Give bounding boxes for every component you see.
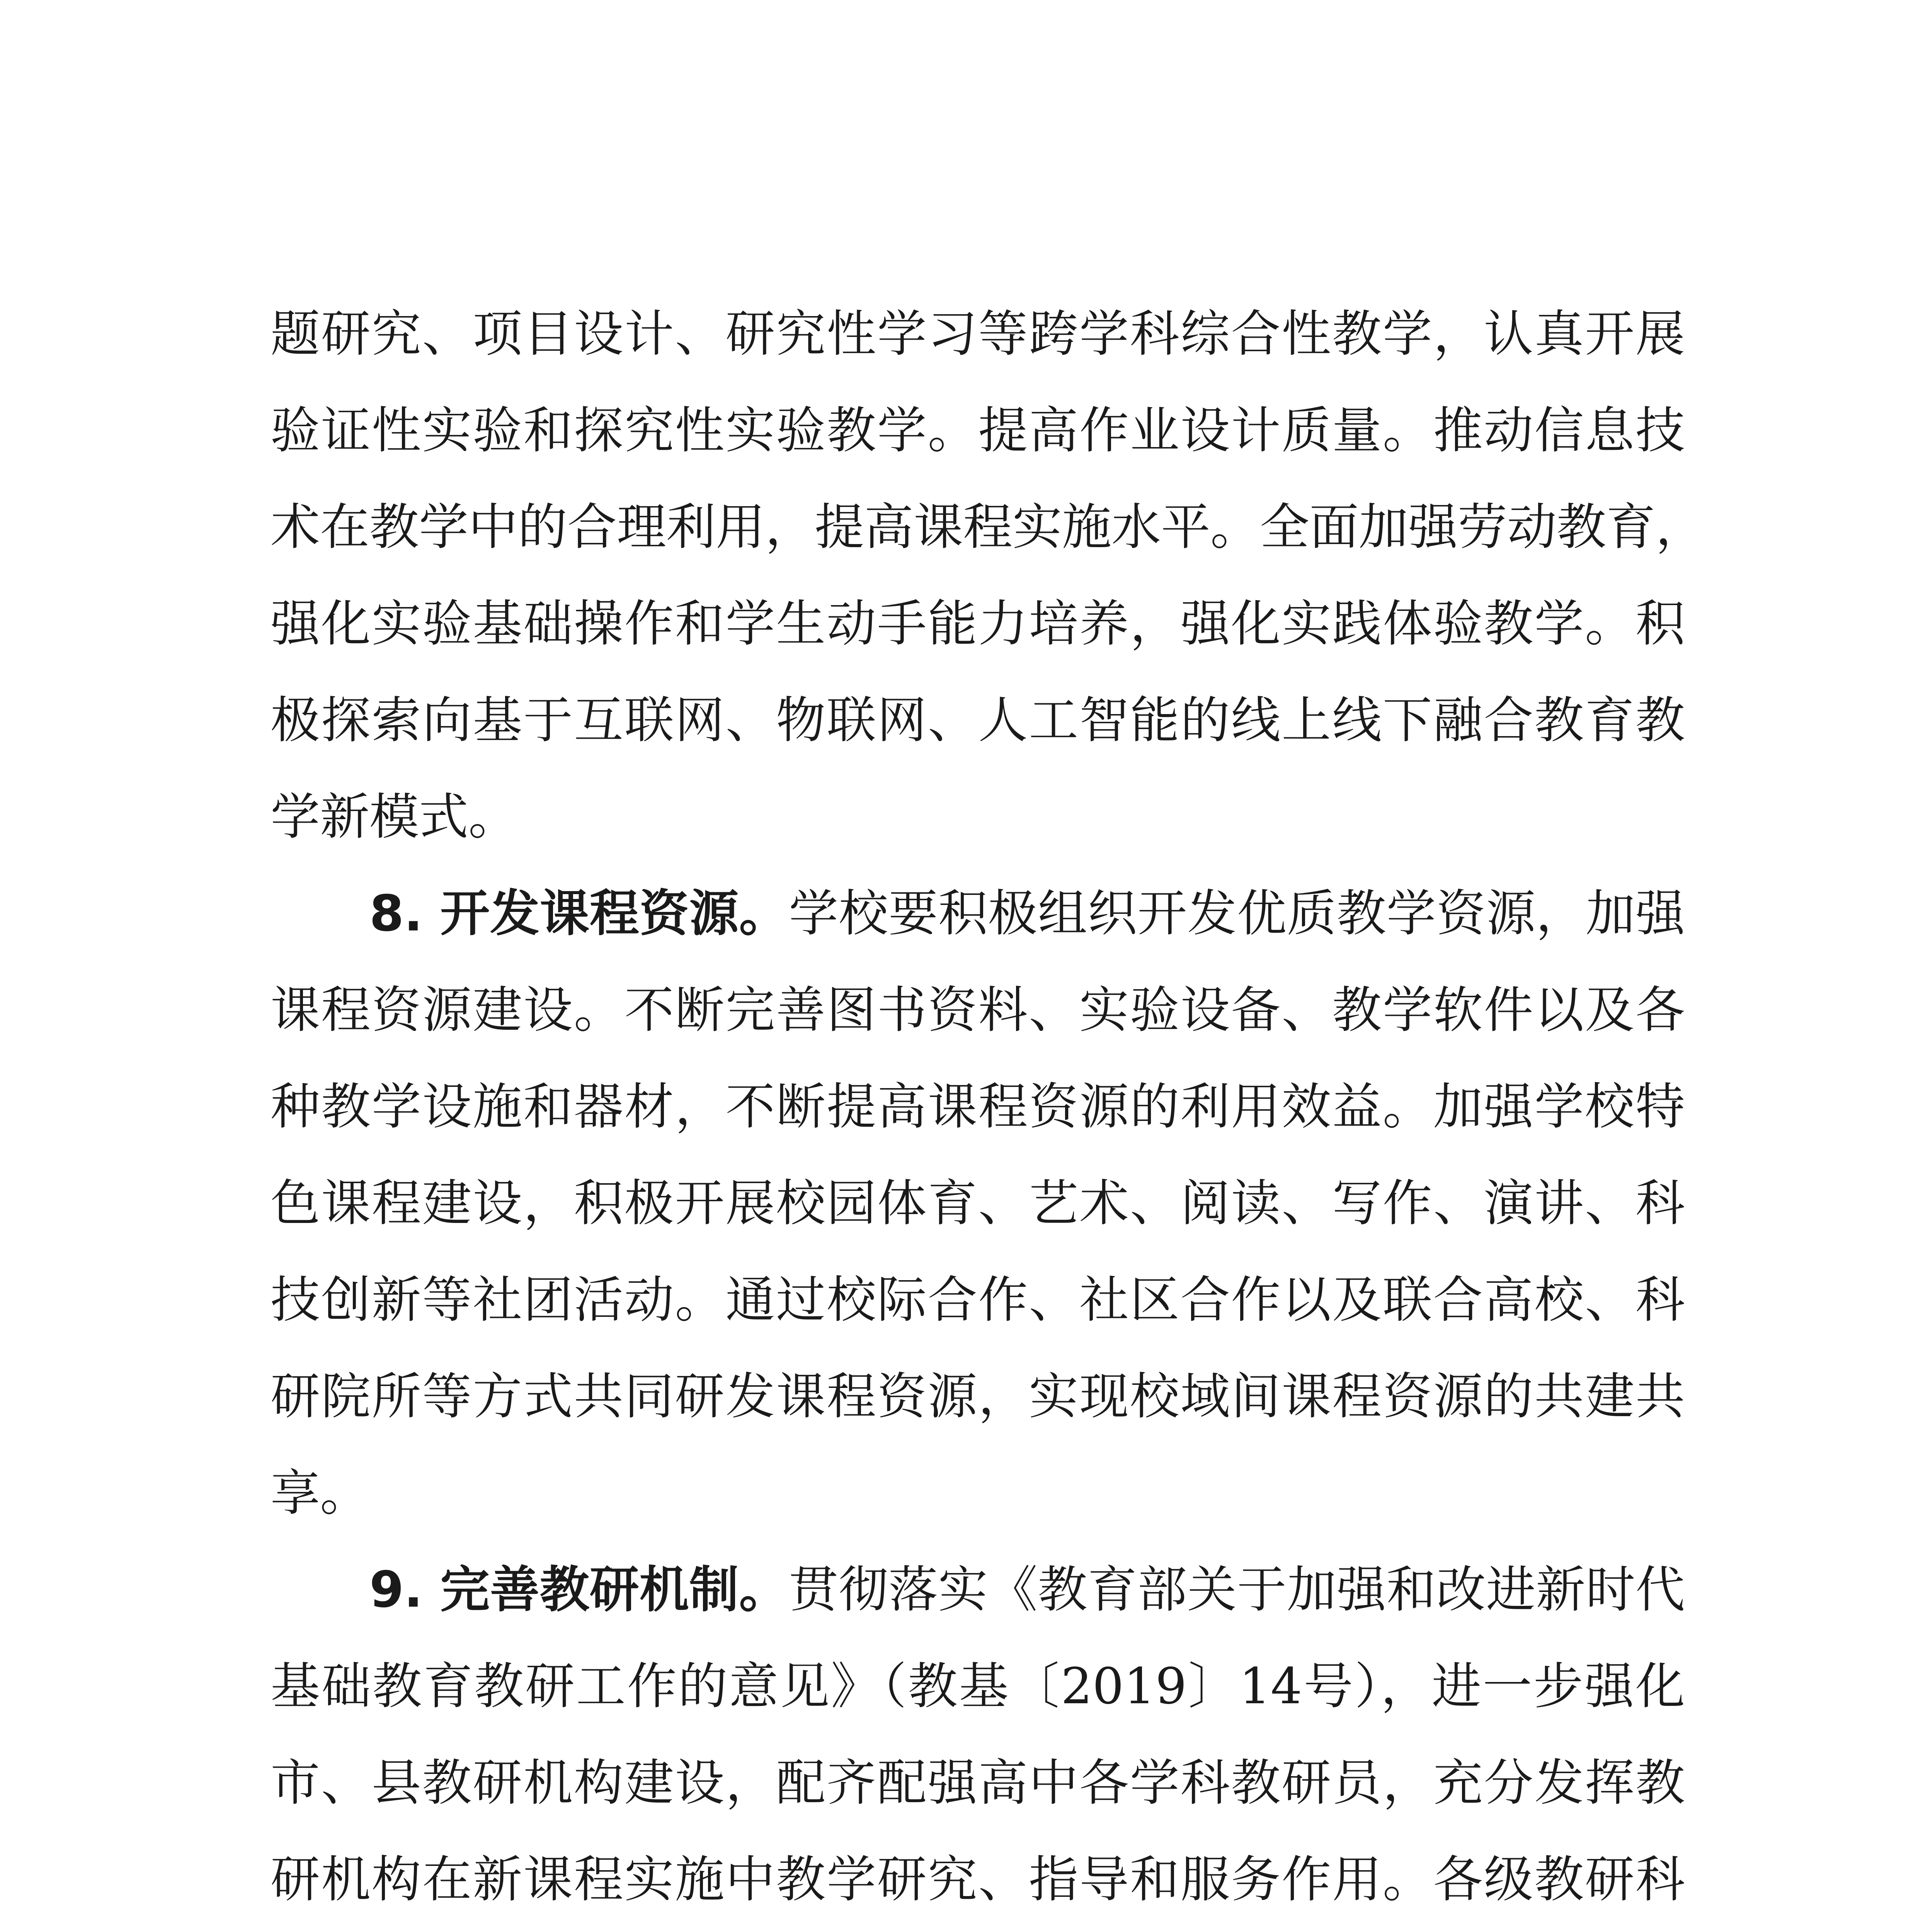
item-9-first-line	[271, 1542, 1685, 1638]
text-line: 市、县教研机构建设，配齐配强高中各学科教研员，充分发挥教	[271, 1754, 1685, 1812]
text-line: 题研究、项目设计、研究性学习等跨学科综合性教学，认真开展	[271, 305, 1685, 363]
paragraph-item-9	[271, 1542, 1685, 1932]
paragraph-continuation	[271, 286, 1705, 866]
item-8-first-line-text: 学校要积极组织开发优质教学资源，加强	[789, 885, 1685, 942]
item-8-heading: 8. 开发课程资源。	[369, 885, 789, 942]
item-8-first-line	[271, 866, 1685, 962]
text-line: 学新模式。	[271, 788, 518, 846]
text-line: 极探索向基于互联网、物联网、人工智能的线上线下融合教育教	[271, 692, 1685, 749]
text-line: 强化实验基础操作和学生动手能力培养，强化实践体验教学。积	[271, 595, 1685, 653]
text-line: 术在教学中的合理利用，提高课程实施水平。全面加强劳动教育，	[271, 498, 1705, 556]
text-line: 技创新等社团活动。通过校际合作、社区合作以及联合高校、科	[271, 1271, 1685, 1329]
text-line: 享。	[271, 1464, 370, 1522]
item-9-first-line-text: 贯彻落实《教育部关于加强和改进新时代	[789, 1561, 1685, 1619]
text-line: 课程资源建设。不断完善图书资料、实验设备、教学软件以及各	[271, 981, 1685, 1039]
page-body	[271, 286, 1705, 1932]
text-line: 研机构在新课程实施中教学研究、指导和服务作用。各级教研科	[271, 1851, 1685, 1908]
text-line: 验证性实验和探究性实验教学。提高作业设计质量。推动信息技	[271, 402, 1685, 459]
paragraph-item-8	[271, 866, 1685, 1542]
text-line	[271, 1928, 1685, 1932]
text-line: 种教学设施和器材，不断提高课程资源的利用效益。加强学校特	[271, 1078, 1685, 1136]
text-line: 基础教育教研工作的意见》（教基〔2019〕14号），进一步强化	[271, 1658, 1685, 1715]
text-line: 色课程建设，积极开展校园体育、艺术、阅读、写作、演讲、科	[271, 1175, 1685, 1232]
item-9-heading: 9. 完善教研机制。	[369, 1561, 789, 1619]
text-line: 研院所等方式共同研发课程资源，实现校域间课程资源的共建共	[271, 1368, 1685, 1425]
